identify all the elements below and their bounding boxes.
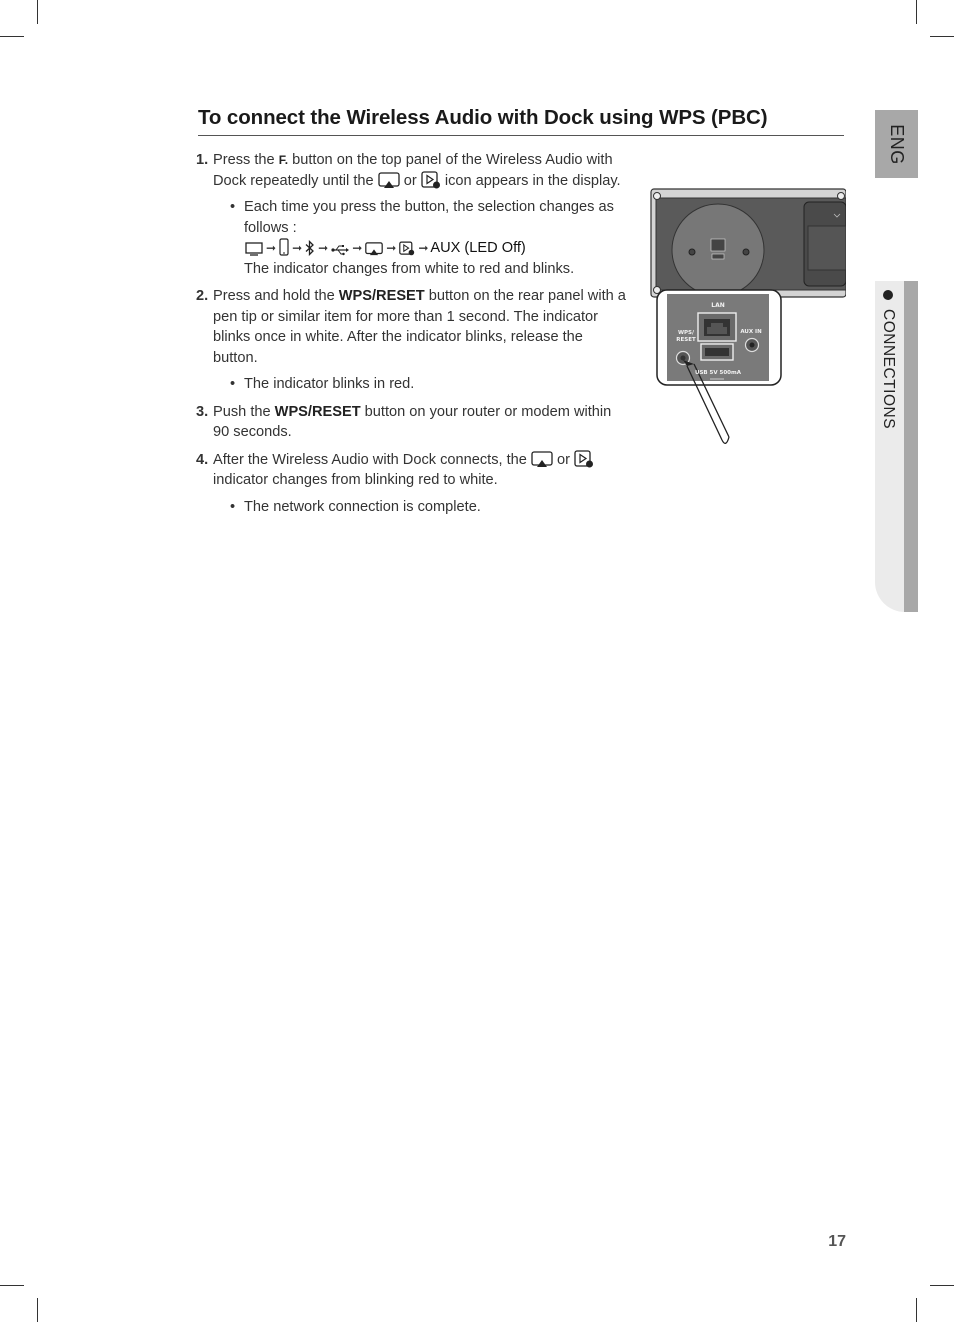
section-tab[interactable] [862,290,916,490]
arrow-icon: ➞ [292,241,303,255]
wps-reset-label: WPS/RESET [274,403,361,420]
mode-sequence [244,240,526,256]
bluetooth-icon [305,240,315,256]
bullet [230,197,626,279]
step-text: Press the [213,152,279,168]
step-text: icon appears in the display. [440,172,621,189]
aux-led-off: AUX (LED Off) [430,240,526,256]
aux-label: AUX IN [740,329,762,335]
bullet-dot: • [230,376,236,392]
page-number: 17 [828,1233,846,1250]
crop-mark [916,1298,917,1322]
wps-reset-label: WPS/RESET [338,288,425,304]
bullet-dot-icon [883,290,893,300]
arrow-icon: ➞ [386,241,397,255]
crop-mark [0,36,24,37]
airplay-icon [531,451,553,468]
step-2 [196,286,626,395]
lang-label: ENG [886,123,907,165]
bullet [230,497,626,518]
airplay-icon [378,172,400,189]
step-number: 4. [196,451,209,468]
step-number: 2. [196,288,209,304]
lang-tab[interactable] [875,110,918,178]
tv-icon [245,242,263,256]
bullet-text: The network connection is complete. [244,498,481,515]
page-title: To connect the Wireless Audio with Dock using WPS (PBC) [198,106,844,136]
arrow-icon: ➞ [352,241,363,255]
step-text: or [552,451,575,468]
step-1 [196,150,626,279]
usb-label: USB 5V 500mA [694,370,742,376]
play-network-icon [421,171,441,189]
crop-mark [930,1285,954,1286]
step-text: Push the [213,403,275,420]
rear-panel-illustration [650,186,846,448]
step-number: 3. [196,403,209,420]
instructions [196,150,626,524]
wps-label-1: WPS/ [677,330,695,336]
phone-icon [279,238,289,256]
arrow-icon: ➞ [318,241,329,255]
crop-mark [916,0,917,24]
bullet-dot: • [230,199,236,215]
bullet-text: Each time you press the button, the selection changes as follows : [244,199,614,236]
step-3 [196,402,626,443]
section-label: CONNECTIONS [880,309,897,430]
step-text: button on the top panel of the Wireless Audio with Dock repeatedly until the [213,152,613,189]
step-4 [196,450,626,518]
arrow-icon: ➞ [418,241,429,255]
step-text: indicator changes from blinking red to white. [213,472,498,488]
usb-icon [331,244,349,256]
wps-label-2: RESET [676,337,696,343]
step-text: or [399,172,421,189]
crop-mark [37,0,38,24]
airplay-icon [365,242,383,256]
crop-mark [37,1298,38,1322]
step-text: button on your router or modem within 90 seconds. [213,403,612,440]
bullet-text: The indicator blinks in red. [244,376,415,392]
play-network-icon [574,450,594,468]
function-key: F. [278,153,289,167]
play-network-icon [399,241,415,256]
step-number: 1. [196,152,209,168]
step-text: After the Wireless Audio with Dock connects, the [213,451,531,468]
step-text: button on the rear panel with a pen tip or similar item for more than 1 second. The indicator blinks once in white. After the indicator blinks, release the button. [213,288,626,366]
step-text: Press and hold the [213,288,339,304]
lan-label: LAN [711,302,725,309]
bullet-dot: • [230,498,236,515]
bullet-text: The indicator changes from white to red and blinks. [244,260,575,277]
crop-mark [930,36,954,37]
crop-mark [0,1285,24,1286]
bullet [230,374,626,395]
arrow-icon: ➞ [266,241,277,255]
